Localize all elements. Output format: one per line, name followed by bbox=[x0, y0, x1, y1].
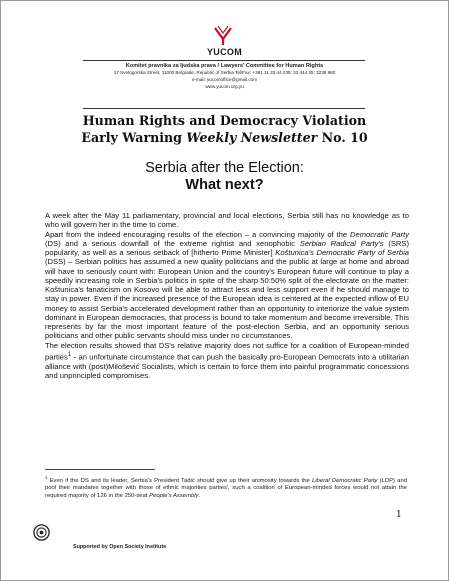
header-rule-top bbox=[83, 60, 365, 61]
supported-by-text: Supported by Open Society Institute bbox=[73, 544, 167, 550]
org-website: www.yucom.org.yu bbox=[205, 84, 244, 89]
article-heading-line1: Serbia after the Election: bbox=[145, 160, 304, 176]
org-short-name: YUCOM bbox=[207, 47, 242, 57]
paragraph-3: The election results showed that DS's relative majority does not suffice for a coalition of European-minded parties$^1$ - an unfortunate circumstance that can push the basically pro-European Democrats into a utilitarian alliance with (post)Milošević Socialists, which is certain to force them into painful programmatic concessions and unprincipled compromises. bbox=[45, 340, 409, 380]
yucom-logo-icon bbox=[212, 24, 234, 46]
page-number: 1 bbox=[396, 510, 402, 520]
newsletter-title-line2: Early Warning Weekly Newsletter No. 10 bbox=[81, 130, 368, 145]
article-heading-line2: What next? bbox=[185, 177, 264, 193]
org-address: 17 Svetogorska Street, 11000 Belgrade, Republic of Serbia Tel/Fax: +381 11 33 44 235; 33 444 25; 3238 980 bbox=[113, 70, 336, 75]
footnote: $^1$ Even if the DS and its leader, Serbia's President Tadić should give up their animosity towards the Liberal Democratic Party (LDP) and pool their mandates together with those of ethnic majorities parties', such a coalition of European-minded forces would not attain the required majority of 126 in the 250-seat People's Assembly. bbox=[45, 475, 408, 499]
org-email: e-mail: yucomoffice@gmail.com bbox=[191, 77, 258, 82]
paragraph-1: A week after the May 11 parliamentary, provincial and local elections, Serbia still has no knowledge as to who will govern her in the time to come. bbox=[45, 211, 409, 230]
article-body bbox=[45, 211, 409, 380]
open-society-logo-icon bbox=[33, 524, 50, 541]
footnote-rule bbox=[45, 469, 155, 470]
org-full-name: Komitet pravnika za ljudska prava / Lawyers' Committee for Human Rights bbox=[125, 63, 324, 69]
newsletter-title-line1: Human Rights and Democracy Violation bbox=[82, 113, 367, 128]
header-rule-bottom bbox=[83, 108, 365, 109]
paragraph-2: Apart from the indeed encouraging results of the election – a convincing majority of the Democratic Party (DS) and a serious downfall of the extreme rightist and xenophobic Serbian Radical Party's (SRS) popularity, as well as a serious setback of [hitherto Prime Minister] Koštunica's Democratic Party of Serbia (DSS) – Serbian politics has assumed a new quality politicians and the public at large at home and abroad will have to seriously count with: European Union and the country's European future will continue to play a speedily increasing role in Serbia's politics in spite of the sharp 50:50% split of the electorate on the matter: Koštunica's fanaticism on Kosovo will be able to attract less and less support even if he should manage to stay in power. Even if the increased presence of the European idea is centered at the expected inflow of EU money to assist Serbia's accelerated development rather than an opportunity to interiorize the value system dominant in European democracies, that process is bound to take momentum and become irreversible. This represents by far the most important feature of the post-election Serbia, and an opportunity serious politicians and other public servants should miss under no circumstances. bbox=[45, 229, 410, 341]
